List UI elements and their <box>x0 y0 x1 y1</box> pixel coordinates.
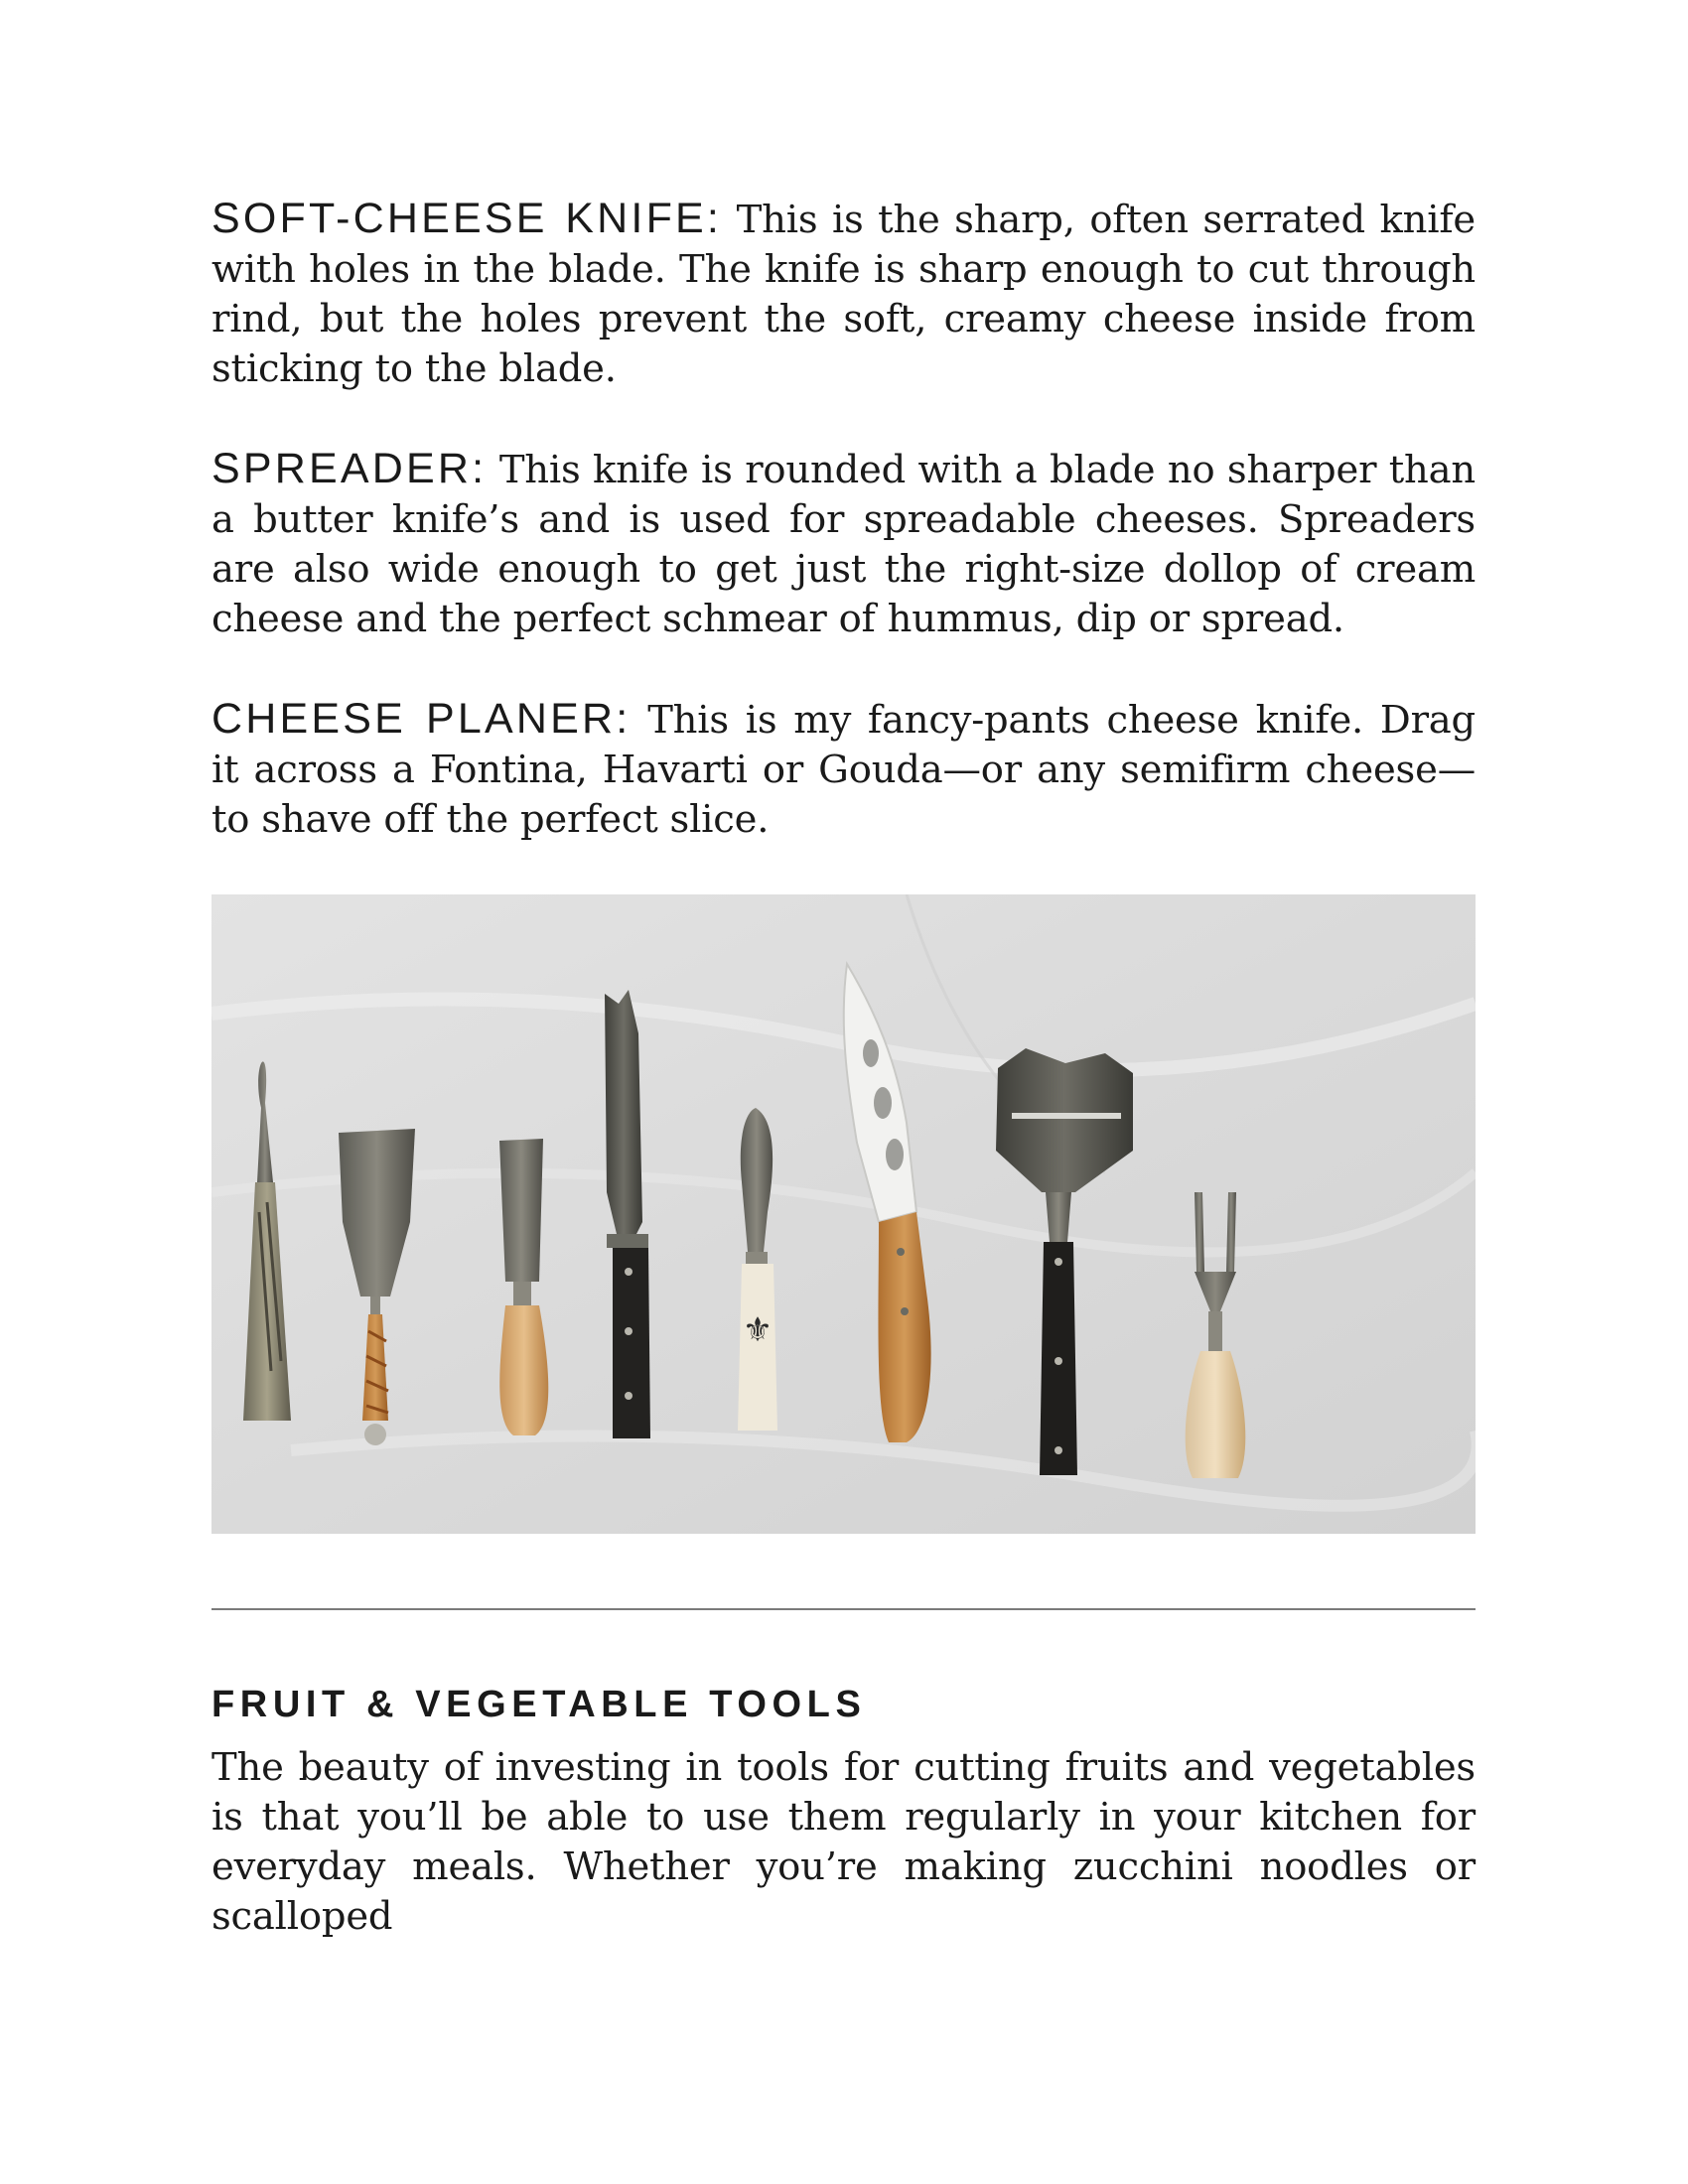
entry-term: SPREADER: <box>211 445 488 492</box>
entry-text: This is my fancy-pants cheese knife. Drag it across a Fontina, Havarti or Gouda—or any semifirm cheese—to shave off the perfect slice. <box>211 698 1476 842</box>
entry-text: This is the sharp, often serrated knife with holes in the blade. The knife is sharp enough to cut through rind, but the holes prevent the soft, creamy cheese inside from sticking to the blade. <box>211 198 1476 391</box>
spreader-entry <box>211 444 1476 644</box>
cheese-knives-photo <box>211 894 1476 1534</box>
cheese-planer-entry <box>211 694 1476 845</box>
page-content <box>211 194 1476 1942</box>
tool-spreader-fleur <box>738 1108 777 1431</box>
entry-term: SOFT-CHEESE KNIFE: <box>211 195 723 242</box>
entry-text: This knife is rounded with a blade no sharper than a butter knife’s and is used for spreadable cheeses. Spreaders are also wide enough to get just the right-size dollop of cream cheese and the perfect schmear of hummus, dip or spread. <box>211 448 1476 641</box>
entry-term: CHEESE PLANER: <box>211 695 632 743</box>
section-divider <box>211 1608 1476 1610</box>
section-heading: FRUIT & VEGETABLE TOOLS <box>211 1684 867 1725</box>
section-body: The beauty of investing in tools for cutting fruits and vegetables is that you’ll be able to use them regularly in your kitchen for everyday meals. Whether you’re making zucchini noodles or scalloped <box>211 1745 1476 1939</box>
soft-cheese-knife-entry <box>211 194 1476 394</box>
svg-text:⚜: ⚜ <box>742 1310 774 1350</box>
